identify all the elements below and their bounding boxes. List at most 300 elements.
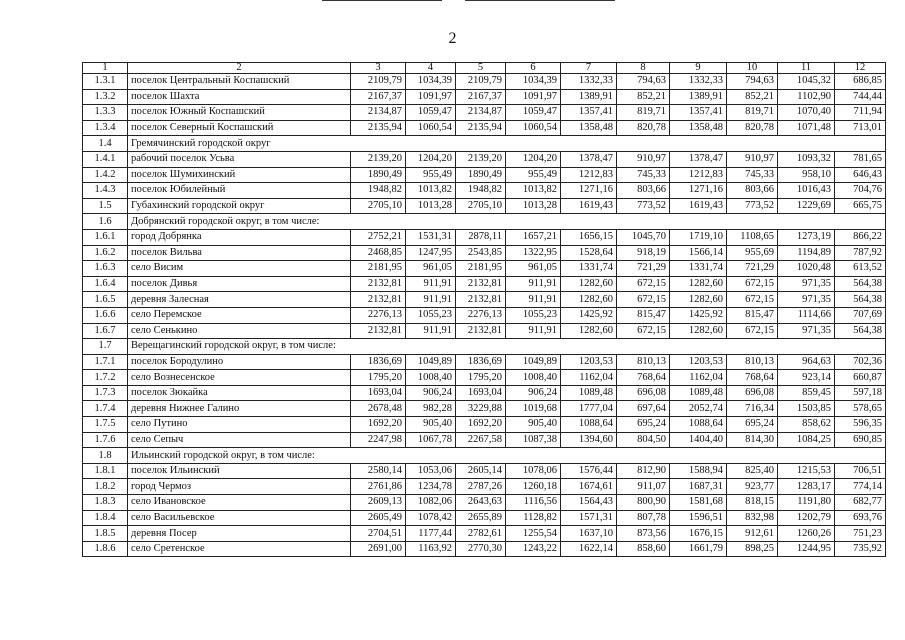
row-code: 1.7.5	[83, 417, 128, 433]
value-cell: 2135,94	[351, 120, 406, 136]
value-cell: 2705,10	[351, 198, 406, 214]
value-cell: 596,35	[835, 417, 886, 433]
settlement-name: село Перемское	[128, 307, 351, 323]
value-cell: 2643,63	[456, 495, 506, 511]
value-cell: 2139,20	[456, 151, 506, 167]
settlement-name: поселок Вильва	[128, 245, 351, 261]
value-cell: 1070,40	[778, 105, 835, 121]
value-cell: 704,76	[835, 183, 886, 199]
row-code: 1.5	[83, 198, 128, 214]
value-cell: 2167,37	[456, 89, 506, 105]
value-cell: 2134,87	[456, 105, 506, 121]
settlement-name: город Чермоз	[128, 479, 351, 495]
group-row	[83, 339, 886, 355]
value-cell: 1049,89	[406, 354, 456, 370]
value-cell: 1202,79	[778, 510, 835, 526]
table-row	[83, 105, 886, 121]
value-cell: 815,47	[617, 307, 670, 323]
row-code: 1.6.7	[83, 323, 128, 339]
value-cell: 1162,04	[561, 370, 617, 386]
value-cell: 1049,89	[506, 354, 561, 370]
value-cell: 1656,15	[561, 229, 617, 245]
value-cell: 702,36	[835, 354, 886, 370]
value-cell: 1389,91	[561, 89, 617, 105]
value-cell: 859,45	[778, 385, 835, 401]
value-cell: 1657,21	[506, 229, 561, 245]
row-code: 1.3.2	[83, 89, 128, 105]
table-row	[83, 526, 886, 542]
column-header: 11	[778, 63, 835, 74]
value-cell: 1378,47	[670, 151, 727, 167]
value-cell: 1016,43	[778, 183, 835, 199]
row-code: 1.4.2	[83, 167, 128, 183]
value-cell: 1271,16	[561, 183, 617, 199]
row-code: 1.6.4	[83, 276, 128, 292]
value-cell: 1948,82	[456, 183, 506, 199]
value-cell: 1619,43	[670, 198, 727, 214]
column-header: 6	[506, 63, 561, 74]
row-code: 1.7.6	[83, 432, 128, 448]
value-cell: 812,90	[617, 463, 670, 479]
value-cell: 1089,48	[561, 385, 617, 401]
value-cell: 1084,25	[778, 432, 835, 448]
value-cell: 1260,18	[506, 479, 561, 495]
value-cell: 1116,56	[506, 495, 561, 511]
value-cell: 672,15	[617, 323, 670, 339]
value-cell: 1332,33	[561, 74, 617, 90]
table-row	[83, 292, 886, 308]
settlement-name: рабочий поселок Усьва	[128, 151, 351, 167]
value-cell: 961,05	[406, 261, 456, 277]
value-cell: 804,50	[617, 432, 670, 448]
value-cell: 2132,81	[456, 276, 506, 292]
value-cell: 905,40	[406, 417, 456, 433]
value-cell: 1078,42	[406, 510, 456, 526]
value-cell: 1013,82	[506, 183, 561, 199]
value-cell: 1204,20	[406, 151, 456, 167]
scan-artifact	[465, 0, 615, 1]
value-cell: 2782,61	[456, 526, 506, 542]
value-cell: 1088,64	[670, 417, 727, 433]
table-row	[83, 198, 886, 214]
value-cell: 597,18	[835, 385, 886, 401]
row-code: 1.8.1	[83, 463, 128, 479]
value-cell: 810,13	[617, 354, 670, 370]
value-cell: 1358,48	[670, 120, 727, 136]
settlement-name: поселок Зюкайка	[128, 385, 351, 401]
value-cell: 1034,39	[406, 74, 456, 90]
value-cell: 2878,11	[456, 229, 506, 245]
value-cell: 1693,04	[351, 385, 406, 401]
table-row	[83, 276, 886, 292]
table-row	[83, 401, 886, 417]
value-cell: 1692,20	[351, 417, 406, 433]
value-cell: 695,24	[617, 417, 670, 433]
value-cell: 713,01	[835, 120, 886, 136]
settlement-name: село Вознесенское	[128, 370, 351, 386]
value-cell: 1055,23	[406, 307, 456, 323]
settlement-name: поселок Шумихинский	[128, 167, 351, 183]
value-cell: 1212,83	[670, 167, 727, 183]
value-cell: 2139,20	[351, 151, 406, 167]
table-row	[83, 120, 886, 136]
value-cell: 1503,85	[778, 401, 835, 417]
row-code: 1.3.1	[83, 74, 128, 90]
value-cell: 1008,40	[406, 370, 456, 386]
value-cell: 911,91	[406, 323, 456, 339]
value-cell: 794,63	[727, 74, 778, 90]
value-cell: 1531,31	[406, 229, 456, 245]
value-cell: 911,91	[506, 292, 561, 308]
value-cell: 1378,47	[561, 151, 617, 167]
table-row	[83, 479, 886, 495]
table-row	[83, 417, 886, 433]
group-row	[83, 136, 886, 152]
value-cell: 1596,51	[670, 510, 727, 526]
row-code: 1.4.3	[83, 183, 128, 199]
group-name: Гремячинский городской округ	[128, 136, 886, 152]
column-header: 9	[670, 63, 727, 74]
value-cell: 2609,13	[351, 495, 406, 511]
value-cell: 2605,49	[351, 510, 406, 526]
value-cell: 564,38	[835, 323, 886, 339]
settlement-name: деревня Посер	[128, 526, 351, 542]
table-row	[83, 307, 886, 323]
value-cell: 814,30	[727, 432, 778, 448]
value-cell: 1162,04	[670, 370, 727, 386]
value-cell: 1102,90	[778, 89, 835, 105]
column-header: 4	[406, 63, 456, 74]
settlement-name: село Висим	[128, 261, 351, 277]
table-row	[83, 151, 886, 167]
value-cell: 911,91	[406, 276, 456, 292]
value-cell: 911,91	[506, 323, 561, 339]
value-cell: 1059,47	[506, 105, 561, 121]
value-cell: 696,08	[617, 385, 670, 401]
value-cell: 1331,74	[561, 261, 617, 277]
settlement-name: село Сретенское	[128, 541, 351, 557]
value-cell: 1091,97	[406, 89, 456, 105]
value-cell: 1581,68	[670, 495, 727, 511]
value-cell: 646,43	[835, 167, 886, 183]
value-cell: 2705,10	[456, 198, 506, 214]
value-cell: 672,15	[727, 276, 778, 292]
value-cell: 819,71	[727, 105, 778, 121]
value-cell: 1215,53	[778, 463, 835, 479]
value-cell: 768,64	[617, 370, 670, 386]
value-cell: 1060,54	[406, 120, 456, 136]
value-cell: 873,56	[617, 526, 670, 542]
value-cell: 2276,13	[456, 307, 506, 323]
value-cell: 1674,61	[561, 479, 617, 495]
value-cell: 1282,60	[670, 292, 727, 308]
value-cell: 961,05	[506, 261, 561, 277]
value-cell: 1687,31	[670, 479, 727, 495]
value-cell: 794,63	[617, 74, 670, 90]
value-cell: 1008,40	[506, 370, 561, 386]
value-cell: 564,38	[835, 292, 886, 308]
value-cell: 955,49	[406, 167, 456, 183]
row-code: 1.8.3	[83, 495, 128, 511]
value-cell: 1282,60	[670, 323, 727, 339]
value-cell: 1890,49	[351, 167, 406, 183]
value-cell: 911,07	[617, 479, 670, 495]
value-cell: 1332,33	[670, 74, 727, 90]
value-cell: 1013,28	[506, 198, 561, 214]
value-cell: 1078,06	[506, 463, 561, 479]
table-row	[83, 370, 886, 386]
value-cell: 1693,04	[456, 385, 506, 401]
value-cell: 2132,81	[351, 292, 406, 308]
value-cell: 1358,48	[561, 120, 617, 136]
value-cell: 1576,44	[561, 463, 617, 479]
row-code: 1.8.2	[83, 479, 128, 495]
value-cell: 1060,54	[506, 120, 561, 136]
value-cell: 1425,92	[670, 307, 727, 323]
value-cell: 1093,32	[778, 151, 835, 167]
value-cell: 696,08	[727, 385, 778, 401]
table-row	[83, 229, 886, 245]
value-cell: 1045,32	[778, 74, 835, 90]
value-cell: 2109,79	[351, 74, 406, 90]
group-row	[83, 214, 886, 230]
value-cell: 1088,64	[561, 417, 617, 433]
value-cell: 1836,69	[351, 354, 406, 370]
value-cell: 807,78	[617, 510, 670, 526]
value-cell: 2678,48	[351, 401, 406, 417]
value-cell: 774,14	[835, 479, 886, 495]
value-cell: 2132,81	[351, 323, 406, 339]
value-cell: 721,29	[727, 261, 778, 277]
value-cell: 665,75	[835, 198, 886, 214]
value-cell: 910,97	[617, 151, 670, 167]
row-code: 1.4.1	[83, 151, 128, 167]
value-cell: 1234,78	[406, 479, 456, 495]
value-cell: 923,14	[778, 370, 835, 386]
value-cell: 745,33	[617, 167, 670, 183]
value-cell: 1622,14	[561, 541, 617, 557]
row-code: 1.3.4	[83, 120, 128, 136]
row-code: 1.6.2	[83, 245, 128, 261]
value-cell: 1247,95	[406, 245, 456, 261]
value-cell: 1637,10	[561, 526, 617, 542]
value-cell: 690,85	[835, 432, 886, 448]
value-cell: 564,38	[835, 276, 886, 292]
column-header: 12	[835, 63, 886, 74]
value-cell: 955,69	[727, 245, 778, 261]
value-cell: 2135,94	[456, 120, 506, 136]
row-code: 1.3.3	[83, 105, 128, 121]
value-cell: 1045,70	[617, 229, 670, 245]
value-cell: 818,15	[727, 495, 778, 511]
value-cell: 773,52	[727, 198, 778, 214]
value-cell: 1571,31	[561, 510, 617, 526]
row-code: 1.6.6	[83, 307, 128, 323]
value-cell: 1619,43	[561, 198, 617, 214]
value-cell: 2655,89	[456, 510, 506, 526]
settlement-name: поселок Шахта	[128, 89, 351, 105]
value-cell: 1013,28	[406, 198, 456, 214]
value-cell: 1013,82	[406, 183, 456, 199]
value-cell: 906,24	[406, 385, 456, 401]
value-cell: 1260,26	[778, 526, 835, 542]
settlement-name: село Васильевское	[128, 510, 351, 526]
row-code: 1.7.4	[83, 401, 128, 417]
value-cell: 2580,14	[351, 463, 406, 479]
value-cell: 613,52	[835, 261, 886, 277]
value-cell: 773,52	[617, 198, 670, 214]
value-cell: 1282,60	[561, 276, 617, 292]
value-cell: 964,63	[778, 354, 835, 370]
value-cell: 2134,87	[351, 105, 406, 121]
value-cell: 2752,21	[351, 229, 406, 245]
value-cell: 745,33	[727, 167, 778, 183]
value-cell: 1322,95	[506, 245, 561, 261]
group-name: Ильинский городской округ, в том числе:	[128, 448, 886, 464]
value-cell: 1661,79	[670, 541, 727, 557]
value-cell: 1082,06	[406, 495, 456, 511]
value-cell: 1588,94	[670, 463, 727, 479]
tariff-table	[82, 62, 886, 557]
value-cell: 2770,30	[456, 541, 506, 557]
value-cell: 1087,38	[506, 432, 561, 448]
value-cell: 1282,60	[561, 292, 617, 308]
value-cell: 1203,53	[670, 354, 727, 370]
row-code: 1.6.1	[83, 229, 128, 245]
value-cell: 800,90	[617, 495, 670, 511]
value-cell: 672,15	[617, 292, 670, 308]
value-cell: 1163,92	[406, 541, 456, 557]
value-cell: 2132,81	[456, 323, 506, 339]
value-cell: 1055,23	[506, 307, 561, 323]
value-cell: 711,94	[835, 105, 886, 121]
value-cell: 2761,86	[351, 479, 406, 495]
value-cell: 1528,64	[561, 245, 617, 261]
value-cell: 1255,54	[506, 526, 561, 542]
value-cell: 1128,82	[506, 510, 561, 526]
value-cell: 2132,81	[351, 276, 406, 292]
value-cell: 672,15	[727, 292, 778, 308]
value-cell: 1034,39	[506, 74, 561, 90]
scan-artifact	[322, 0, 442, 1]
row-code: 1.4	[83, 136, 128, 152]
value-cell: 706,51	[835, 463, 886, 479]
value-cell: 1212,83	[561, 167, 617, 183]
column-header: 7	[561, 63, 617, 74]
value-cell: 1389,91	[670, 89, 727, 105]
column-header: 10	[727, 63, 778, 74]
value-cell: 820,78	[617, 120, 670, 136]
value-cell: 820,78	[727, 120, 778, 136]
value-cell: 2132,81	[456, 292, 506, 308]
value-cell: 787,92	[835, 245, 886, 261]
settlement-name: поселок Северный Коспашский	[128, 120, 351, 136]
settlement-name: поселок Центральный Коспашский	[128, 74, 351, 90]
value-cell: 768,64	[727, 370, 778, 386]
value-cell: 697,64	[617, 401, 670, 417]
value-cell: 1203,53	[561, 354, 617, 370]
value-cell: 815,47	[727, 307, 778, 323]
value-cell: 2247,98	[351, 432, 406, 448]
value-cell: 1243,22	[506, 541, 561, 557]
group-name: Верещагинский городской округ, в том числе:	[128, 339, 886, 355]
table-row	[83, 261, 886, 277]
settlement-name: город Добрянка	[128, 229, 351, 245]
table-row	[83, 167, 886, 183]
settlement-name: поселок Дивья	[128, 276, 351, 292]
value-cell: 1191,80	[778, 495, 835, 511]
value-cell: 1890,49	[456, 167, 506, 183]
value-cell: 1108,65	[727, 229, 778, 245]
value-cell: 1053,06	[406, 463, 456, 479]
value-cell: 852,21	[727, 89, 778, 105]
settlement-name: село Ивановское	[128, 495, 351, 511]
value-cell: 1676,15	[670, 526, 727, 542]
column-header: 3	[351, 63, 406, 74]
column-header: 1	[83, 63, 128, 74]
value-cell: 1059,47	[406, 105, 456, 121]
value-cell: 1719,10	[670, 229, 727, 245]
table-row	[83, 463, 886, 479]
value-cell: 819,71	[617, 105, 670, 121]
table-row	[83, 385, 886, 401]
value-cell: 803,66	[617, 183, 670, 199]
value-cell: 735,92	[835, 541, 886, 557]
group-name: Добрянский городской округ, в том числе:	[128, 214, 886, 230]
value-cell: 751,23	[835, 526, 886, 542]
row-code: 1.6.5	[83, 292, 128, 308]
value-cell: 672,15	[617, 276, 670, 292]
header-row	[83, 63, 886, 74]
value-cell: 1067,78	[406, 432, 456, 448]
row-code: 1.7.3	[83, 385, 128, 401]
settlement-name: поселок Бородулино	[128, 354, 351, 370]
value-cell: 971,35	[778, 292, 835, 308]
value-cell: 1836,69	[456, 354, 506, 370]
value-cell: 1204,20	[506, 151, 561, 167]
table-row	[83, 541, 886, 557]
value-cell: 923,77	[727, 479, 778, 495]
table-row	[83, 245, 886, 261]
value-cell: 910,97	[727, 151, 778, 167]
row-code: 1.7.1	[83, 354, 128, 370]
value-cell: 2181,95	[456, 261, 506, 277]
value-cell: 707,69	[835, 307, 886, 323]
row-code: 1.8	[83, 448, 128, 464]
value-cell: 660,87	[835, 370, 886, 386]
value-cell: 1566,14	[670, 245, 727, 261]
settlement-name: село Сенькино	[128, 323, 351, 339]
value-cell: 2276,13	[351, 307, 406, 323]
value-cell: 716,34	[727, 401, 778, 417]
value-cell: 2543,85	[456, 245, 506, 261]
value-cell: 866,22	[835, 229, 886, 245]
value-cell: 672,15	[727, 323, 778, 339]
value-cell: 721,29	[617, 261, 670, 277]
value-cell: 832,98	[727, 510, 778, 526]
value-cell: 1282,60	[561, 323, 617, 339]
value-cell: 1795,20	[351, 370, 406, 386]
value-cell: 695,24	[727, 417, 778, 433]
settlement-name: деревня Залесная	[128, 292, 351, 308]
settlement-name: поселок Южный Коспашский	[128, 105, 351, 121]
value-cell: 971,35	[778, 276, 835, 292]
value-cell: 1795,20	[456, 370, 506, 386]
value-cell: 825,40	[727, 463, 778, 479]
value-cell: 1425,92	[561, 307, 617, 323]
table-row	[83, 89, 886, 105]
value-cell: 1404,40	[670, 432, 727, 448]
